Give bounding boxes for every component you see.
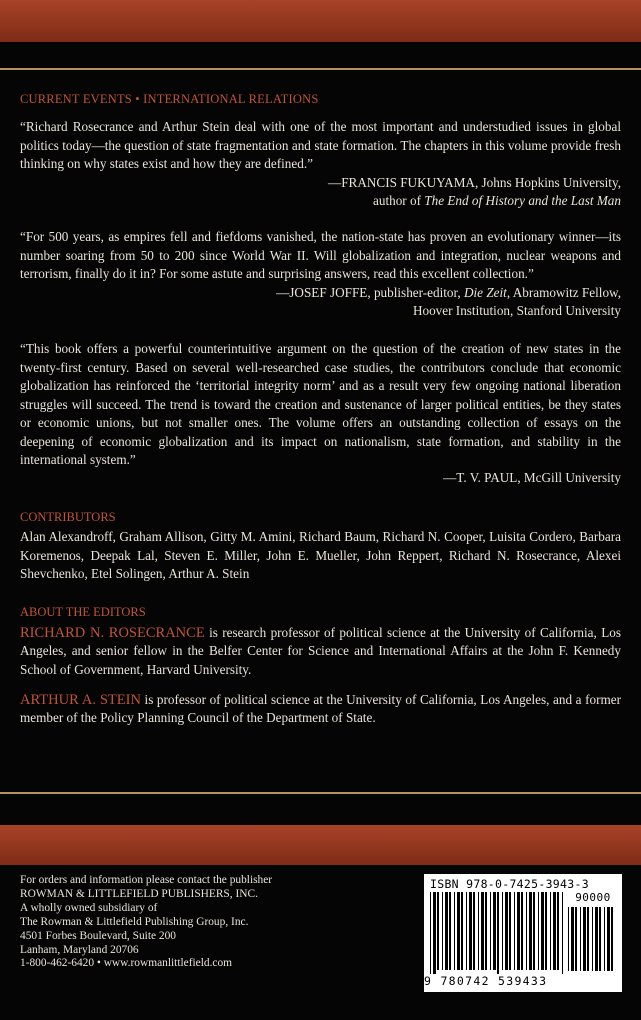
- publisher-line: 4501 Forbes Boulevard, Suite 200: [20, 929, 176, 942]
- attribution-name: —FRANCIS FUKUYAMA, Johns Hopkins University,: [328, 174, 621, 190]
- blurb-attribution: —T. V. PAUL, McGill University: [443, 470, 621, 486]
- ean-digits: 9 780742 539433: [424, 974, 548, 988]
- barcode-bar: [541, 892, 544, 970]
- publisher-line: 1-800-462-6420 • www.rowmanlittlefield.com: [20, 957, 233, 970]
- editor-bio-text: is professor of political science at the University of California, Los Angeles, and a former member of the Policy Planning Council of the Department of State.: [20, 691, 621, 726]
- editor-name: RICHARD N. ROSECRANCE: [20, 624, 205, 641]
- barcode-bar: [509, 892, 511, 970]
- barcode-bar: [505, 892, 508, 970]
- barcode-bar: [437, 892, 439, 970]
- barcode-bar: [595, 907, 598, 971]
- isbn-barcode: [424, 874, 622, 992]
- editor-bio-rosecrance: [20, 624, 621, 679]
- blurb-text: “For 500 years, as empires fell and fiefdoms vanished, the nation-state has proven an evolutionary winner—its number soaring from 50 to 200 since World War II. Will globalization and integration, nuclear weapons and terrorism, finally do it in? For some astute and surprising answers, read this excellent collection.”: [20, 229, 621, 282]
- barcode-bar: [442, 892, 443, 970]
- barcode-bar: [481, 892, 484, 970]
- blurb-paul: [20, 340, 621, 487]
- barcode-bar: [526, 892, 527, 970]
- barcode-bar: [550, 892, 551, 970]
- barcode-bar: [497, 892, 499, 974]
- blurb-attribution: [20, 174, 621, 192]
- blurb-attribution-credential: Hoover Institution, Stanford University: [412, 303, 621, 319]
- bottom-color-band: [0, 825, 641, 865]
- barcode-bar: [502, 892, 503, 970]
- barcode-bar: [469, 892, 472, 970]
- barcode-bar: [521, 892, 523, 970]
- barcode-bar: [587, 907, 589, 971]
- barcode-bar: [433, 892, 436, 974]
- barcode-bar: [592, 907, 593, 971]
- contributors-list: Alan Alexandroff, Graham Allison, Gitty M. Amini, Richard Baum, Richard N. Cooper, Luisita Cordero, Barbara Koremenos, Deepak Lal, Steven E. Miller, John E. Mueller, John Reppert, Richard N. Rosecrance, Alexei Shevchenko, Etel Solingen, Arthur A. Stein: [20, 529, 621, 581]
- barcode-bar: [461, 892, 463, 970]
- barcode-bar: [490, 892, 491, 970]
- editor-bio-text: is research professor of political science at the University of California, Los Angeles, and senior fellow in the Belfer Center for Science and International Affairs at the John F. Kennedy School of Government, Harvard University.: [20, 624, 621, 677]
- barcode-bar: [517, 892, 520, 970]
- top-color-band: [0, 0, 641, 42]
- barcode-bar: [478, 892, 479, 970]
- barcode-bar: [430, 892, 431, 974]
- barcode-bar: [562, 892, 563, 974]
- editors-heading: ABOUT THE EDITORS: [20, 605, 146, 620]
- blurb-attribution-credential: [20, 192, 621, 210]
- top-gold-rule: [0, 68, 641, 70]
- barcode-bar: [545, 892, 547, 970]
- barcode-bar: [473, 892, 475, 970]
- barcode-bar: [607, 907, 610, 971]
- attribution-publication: Die Zeit: [463, 284, 507, 300]
- barcode-bar: [457, 892, 460, 970]
- barcode-bar: [553, 892, 556, 970]
- barcode-bar: [611, 907, 613, 971]
- back-cover-content: [20, 90, 621, 740]
- barcode-bar: [529, 892, 532, 970]
- publisher-line: Lanham, Maryland 20706: [20, 943, 139, 956]
- category-label: CURRENT EVENTS • INTERNATIONAL RELATIONS: [20, 92, 319, 106]
- barcode-bar: [583, 907, 586, 971]
- barcode-bar: [449, 892, 451, 970]
- attribution-name: —JOSEF JOFFE, publisher-editor,: [276, 284, 464, 300]
- attribution-prefix: author of: [373, 193, 425, 209]
- attribution-suffix: , Abramowitz Fellow,: [506, 284, 621, 300]
- blurb-text: “This book offers a powerful counterintuitive argument on the question of the creation of new states in the twenty-first century. Based on several well-researched case studies, the contributors conclude that economic globalization has reinforced the ‘territorial integrity norm’ and as a result very few ongoing national liberation struggles will succeed. The trend is toward the creation and sustenance of larger political entities, be they states or economic unions, but not smaller ones. The volume offers an outstanding collection of essays on the deepening of economic globalization and its impact on nationalism, state formation, and stability in the international system.”: [20, 341, 621, 467]
- publisher-line: ROWMAN & LITTLEFIELD PUBLISHERS, INC.: [20, 887, 258, 900]
- attribution-book-title: The End of History and the Last Man: [424, 193, 621, 209]
- bottom-gold-rule: [0, 792, 641, 794]
- blurb-joffe: [20, 228, 621, 320]
- barcode-bar: [599, 907, 601, 971]
- barcode-bar: [580, 907, 581, 971]
- barcode-bar: [557, 892, 559, 970]
- ean-barcode-bars: [430, 892, 566, 974]
- barcode-bar: [445, 892, 448, 970]
- barcode-bar: [575, 907, 577, 971]
- publisher-line: The Rowman & Littlefield Publishing Group, Inc.: [20, 915, 249, 928]
- blurb-fukuyama: [20, 118, 621, 210]
- editor-bio-stein: [20, 691, 621, 728]
- barcode-bar: [604, 907, 605, 971]
- barcode-bar: [493, 892, 496, 970]
- barcode-bar: [533, 892, 535, 970]
- publisher-info: [20, 874, 400, 971]
- publisher-line: A wholly owned subsidiary of: [20, 901, 158, 914]
- addon-digits: 90000: [575, 891, 611, 904]
- blurb-attribution: [20, 284, 621, 302]
- editor-name: ARTHUR A. STEIN: [20, 691, 141, 708]
- barcode-bar: [454, 892, 455, 970]
- barcode-bar: [571, 907, 574, 971]
- barcode-bar: [485, 892, 487, 970]
- blurb-text: “Richard Rosecrance and Arthur Stein deal with one of the most important and understudied issues in global politics today—the question of state fragmentation and state formation. The chapters in this volume provide fresh thinking on why states exist and how they are defined.”: [20, 119, 621, 172]
- isbn-number: ISBN 978-0-7425-3943-3: [430, 877, 589, 891]
- barcode-bar: [568, 907, 569, 971]
- barcode-bar: [538, 892, 539, 970]
- barcode-bar: [514, 892, 515, 970]
- publisher-line: For orders and information please contact the publisher: [20, 874, 273, 886]
- addon-barcode-bars: [568, 907, 618, 985]
- barcode-bar: [466, 892, 467, 970]
- contributors-heading: CONTRIBUTORS: [20, 509, 116, 524]
